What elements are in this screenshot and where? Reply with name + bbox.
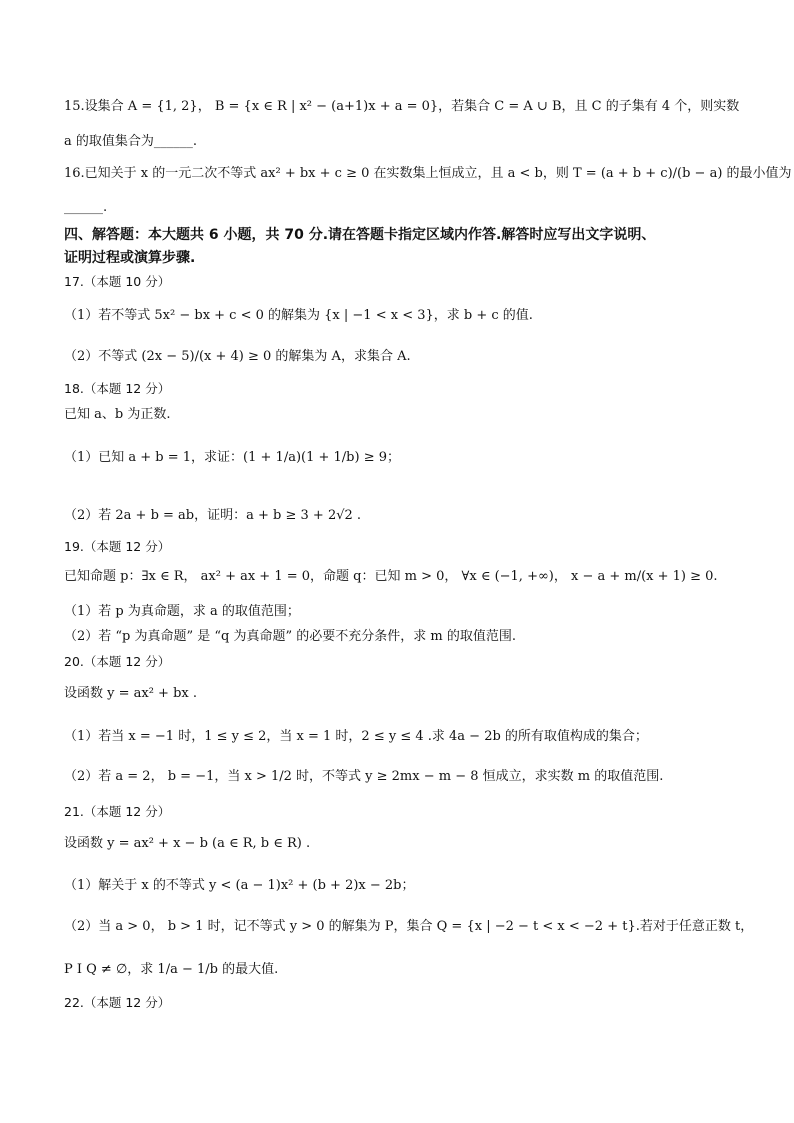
q22-heading: 22.（本题 12 分） [64, 995, 171, 1010]
q21-part-2-cont: P I Q ≠ ∅，求 1/a − 1/b 的最大值. [64, 962, 279, 977]
q19-intro: 已知命题 p：∃x ∈ R， ax² + ax + 1 = 0，命题 q：已知 m > 0， ∀x ∈ (−1, +∞)， x − a + m/(x + 1) ≥ 0. [64, 569, 718, 584]
q17-part-2: （2）不等式 (2x − 5)/(x + 4) ≥ 0 的解集为 A，求集合 A. [64, 349, 411, 364]
q21-part-1: （1）解关于 x 的不等式 y < (a − 1)x² + (b + 2)x − 2b； [64, 878, 415, 893]
q20-intro: 设函数 y = ax² + bx . [64, 686, 198, 701]
q18-intro: 已知 a、b 为正数. [64, 407, 171, 422]
q16-line-2: ______. [64, 200, 108, 215]
q20-heading: 20.（本题 12 分） [64, 654, 171, 669]
section-4-heading-2: 证明过程或演算步骤. [64, 250, 196, 266]
q18-part-2: （2）若 2a + b = ab，证明：a + b ≥ 3 + 2√2 . [64, 508, 362, 523]
q18-part-1: （1）已知 a + b = 1，求证：(1 + 1/a)(1 + 1/b) ≥ 9； [64, 450, 401, 465]
q21-part-2: （2）当 a > 0， b > 1 时，记不等式 y > 0 的解集为 P，集合 Q = {x | −2 − t < x < −2 + t}.若对于任意正数 t， [64, 919, 754, 934]
q19-heading: 19.（本题 12 分） [64, 539, 171, 554]
q21-intro: 设函数 y = ax² + x − b (a ∈ R, b ∈ R) . [64, 836, 311, 851]
q21-heading: 21.（本题 12 分） [64, 804, 171, 819]
q17-heading: 17.（本题 10 分） [64, 274, 171, 289]
q16-line-1: 16.已知关于 x 的一元二次不等式 ax² + bx + c ≥ 0 在实数集上恒成立，且 a < b，则 T = (a + b + c)/(b − a) 的最小值为 [64, 166, 792, 181]
q20-part-2: （2）若 a = 2， b = −1，当 x > 1/2 时，不等式 y ≥ 2mx − m − 8 恒成立，求实数 m 的取值范围. [64, 769, 664, 784]
q15-line-1: 15.设集合 A = {1, 2}， B = {x ∈ R | x² − (a+1)x + a = 0}，若集合 C = A ∪ B，且 C 的子集有 4 个，则实数 [64, 99, 740, 114]
q20-part-1: （1）若当 x = −1 时，1 ≤ y ≤ 2，当 x = 1 时，2 ≤ y ≤ 4 .求 4a − 2b 的所有取值构成的集合； [64, 729, 648, 744]
q18-heading: 18.（本题 12 分） [64, 381, 171, 396]
section-4-heading-1: 四、解答题：本大题共 6 小题，共 70 分.请在答题卡指定区域内作答.解答时应写出文字说明、 [64, 227, 656, 243]
q19-part-2: （2）若 “p 为真命题” 是 “q 为真命题” 的必要不充分条件，求 m 的取值范围. [64, 629, 517, 644]
q19-part-1: （1）若 p 为真命题，求 a 的取值范围； [64, 604, 300, 619]
q17-part-1: （1）若不等式 5x² − bx + c < 0 的解集为 {x | −1 < x < 3}，求 b + c 的值. [64, 308, 533, 323]
q15-line-2: a 的取值集合为______. [64, 134, 198, 149]
